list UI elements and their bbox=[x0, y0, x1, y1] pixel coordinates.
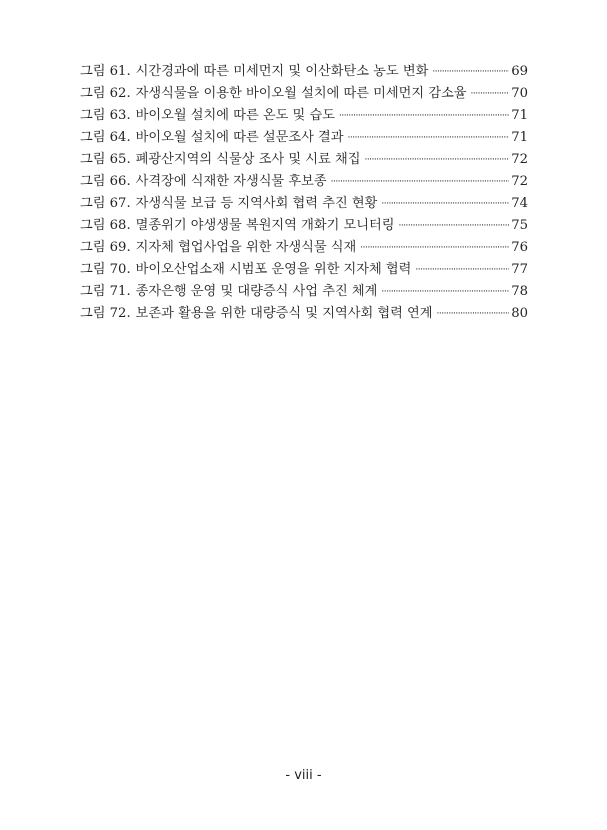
figure-label: 그림 71. bbox=[80, 284, 131, 299]
dot-leader bbox=[381, 193, 509, 215]
toc-entry-fig-69 bbox=[80, 237, 528, 259]
toc-entry-fig-70 bbox=[80, 259, 528, 281]
figure-title: 지자체 협업사업을 위한 자생식물 식재 bbox=[135, 240, 357, 255]
page-number: 80 bbox=[511, 306, 528, 321]
page-number: 74 bbox=[511, 196, 528, 211]
figure-label: 그림 64. bbox=[80, 130, 131, 145]
figure-label: 그림 62. bbox=[80, 86, 131, 101]
dot-leader bbox=[331, 171, 510, 193]
table-of-figures bbox=[80, 61, 528, 325]
dot-leader bbox=[437, 303, 510, 325]
toc-entry-fig-72 bbox=[80, 303, 528, 325]
figure-title: 자생식물을 이용한 바이오월 설치에 따른 미세먼지 감소율 bbox=[135, 86, 467, 101]
dot-leader bbox=[348, 127, 510, 149]
page-number: 77 bbox=[511, 262, 528, 277]
figure-title: 자생식물 보급 등 지역사회 협력 추진 현황 bbox=[135, 196, 378, 211]
page-footer-number: - viii - bbox=[285, 768, 322, 783]
figure-title: 멸종위기 야생생물 복원지역 개화기 모니터링 bbox=[135, 218, 395, 233]
page-number: 69 bbox=[511, 64, 528, 79]
page-number: 76 bbox=[511, 240, 528, 255]
figure-title: 보존과 활용을 위한 대량증식 및 지역사회 협력 연계 bbox=[135, 306, 433, 321]
page-number: 71 bbox=[511, 130, 528, 145]
figure-title: 사격장에 식재한 자생식물 후보종 bbox=[135, 174, 327, 189]
toc-entry-fig-64 bbox=[80, 127, 528, 149]
dot-leader bbox=[471, 83, 510, 105]
toc-entry-fig-62 bbox=[80, 83, 528, 105]
page-number: 75 bbox=[511, 218, 528, 233]
figure-label: 그림 72. bbox=[80, 306, 131, 321]
page-number: 72 bbox=[511, 174, 528, 189]
dot-leader bbox=[398, 215, 509, 237]
toc-entry-fig-71 bbox=[80, 281, 528, 303]
page-number: 70 bbox=[511, 86, 528, 101]
figure-label: 그림 66. bbox=[80, 174, 131, 189]
figure-title: 바이오월 설치에 따른 설문조사 결과 bbox=[135, 130, 344, 145]
figure-label: 그림 67. bbox=[80, 196, 131, 211]
dot-leader bbox=[381, 281, 509, 303]
dot-leader bbox=[432, 61, 509, 83]
figure-label: 그림 61. bbox=[80, 64, 131, 79]
toc-entry-fig-61 bbox=[80, 61, 528, 83]
figure-label: 그림 70. bbox=[80, 262, 131, 277]
figure-title: 바이오월 설치에 따른 온도 및 습도 bbox=[135, 108, 335, 123]
page-number: 78 bbox=[511, 284, 528, 299]
figure-title: 종자은행 운영 및 대량증식 사업 추진 체계 bbox=[135, 284, 378, 299]
dot-leader bbox=[360, 237, 509, 259]
toc-entry-fig-68 bbox=[80, 215, 528, 237]
toc-entry-fig-63 bbox=[80, 105, 528, 127]
figure-label: 그림 68. bbox=[80, 218, 131, 233]
dot-leader bbox=[364, 149, 509, 171]
figure-label: 그림 65. bbox=[80, 152, 131, 167]
figure-title: 시간경과에 따른 미세먼지 및 이산화탄소 농도 변화 bbox=[135, 64, 429, 79]
figure-title: 바이오산업소재 시범포 운영을 위한 지자체 협력 bbox=[135, 262, 412, 277]
figure-title: 폐광산지역의 식물상 조사 및 시료 채집 bbox=[135, 152, 361, 167]
toc-entry-fig-65 bbox=[80, 149, 528, 171]
page-number: 72 bbox=[511, 152, 528, 167]
figure-label: 그림 63. bbox=[80, 108, 131, 123]
dot-leader bbox=[339, 105, 509, 127]
figure-label: 그림 69. bbox=[80, 240, 131, 255]
toc-entry-fig-66 bbox=[80, 171, 528, 193]
dot-leader bbox=[415, 259, 509, 281]
page-number: 71 bbox=[511, 108, 528, 123]
toc-entry-fig-67 bbox=[80, 193, 528, 215]
